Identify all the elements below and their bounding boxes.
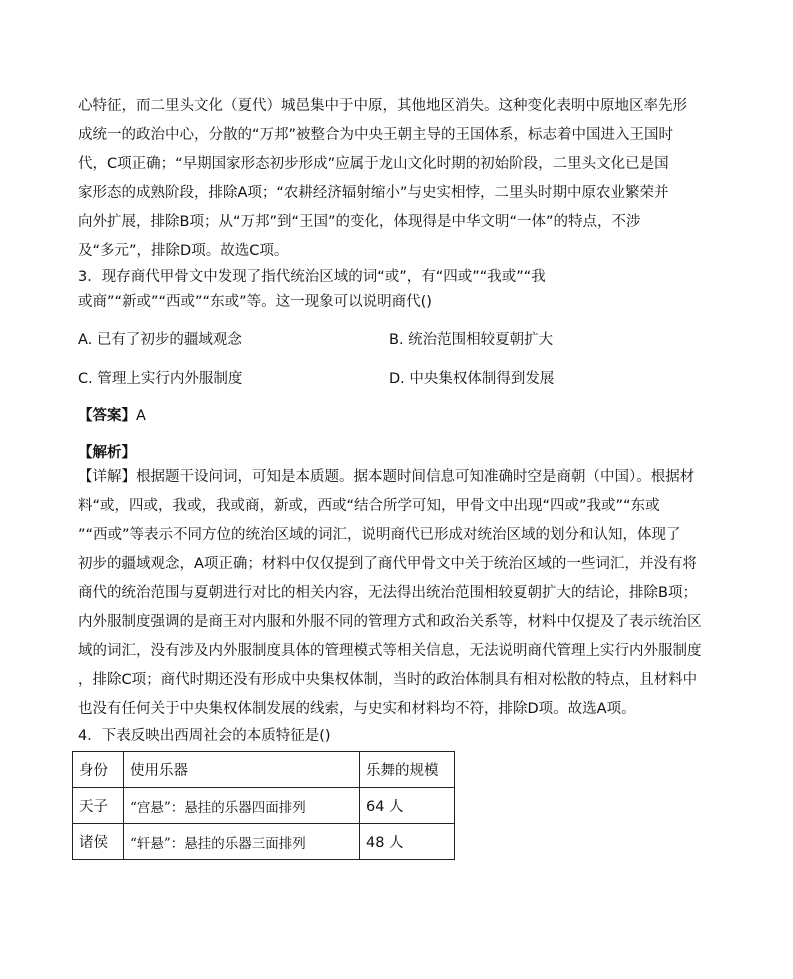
answer-value: A	[136, 408, 146, 424]
analysis-line: 【详解】根据题干设问词，可知是本质题。据本题时间信息可知准确时空是商朝（中国）。根据材	[78, 469, 695, 485]
answer-row	[78, 406, 146, 426]
analysis-line: 域的词汇，没有涉及内外服制度具体的管理模式等相关信息，无法说明商代管理上实行内外服制度	[78, 643, 702, 659]
table-row	[73, 824, 455, 860]
analysis-line: 初步的疆域观念，A项正确；材料中仅仅提到了商代甲骨文中关于统治区域的一些词汇，并没有将	[78, 556, 697, 572]
analysis-line: 商代的统治范围与夏朝进行对比的相关内容，无法得出统治范围相较夏朝扩大的结论，排除B项；	[78, 585, 697, 601]
table-header-row	[73, 752, 455, 788]
text-line: 心特征，而二里头文化（夏代）城邑集中于中原，其他地区消失。这种变化表明中原地区率先形	[78, 98, 687, 114]
question-3-stem-cont: 或商”“新或”“西或”“东或”等。这一现象可以说明商代()	[78, 294, 432, 310]
analysis-line: 也没有任何关于中央集权体制发展的线索，与史实和材料均不符，排除D项。故选A项。	[78, 701, 636, 717]
option-d: D. 中央集权体制得到发展	[389, 371, 555, 387]
music-rank-table	[72, 751, 455, 860]
analysis-line: 料“或，四或，我或，我或商，新或，西或“结合所学可知，甲骨文中出现“四或”我或”“东或	[78, 498, 660, 514]
option-c: C. 管理上实行内外服制度	[78, 371, 243, 387]
table-cell: 天子	[73, 788, 124, 824]
question-4-stem: 4．下表反映出西周社会的本质特征是()	[78, 728, 331, 744]
option-b: B. 统治范围相较夏朝扩大	[389, 332, 554, 348]
text-line: 及“多元”，排除D项。故选C项。	[78, 243, 289, 259]
table-cell: 48 人	[360, 824, 455, 860]
table-cell: 诸侯	[73, 824, 124, 860]
table-cell: “轩悬”：悬挂的乐器三面排列	[124, 824, 360, 860]
table-cell: “宫悬”：悬挂的乐器四面排列	[124, 788, 360, 824]
option-a: A. 已有了初步的疆域观念	[78, 332, 242, 348]
table-header-cell: 乐舞的规模	[360, 752, 455, 788]
answer-label: 【答案】	[78, 408, 136, 424]
text-line: 代，C项正确；“早期国家形态初步形成”应属于龙山文化时期的初始阶段，二里头文化已是国	[78, 156, 669, 172]
table-header-cell: 使用乐器	[124, 752, 360, 788]
text-line: 成统一的政治中心，分散的“万邦”被整合为中央王朝主导的王国体系，标志着中国进入王国时	[78, 127, 674, 143]
analysis-label: 【解析】	[78, 445, 136, 461]
analysis-line: ，排除C项；商代时期还没有形成中央集权体制，当时的政治体制具有相对松散的特点，且材料中	[78, 672, 698, 688]
text-line: 家形态的成熟阶段，排除A项；“农耕经济辐射缩小”与史实相悖，二里头时期中原农业繁荣并	[78, 185, 669, 201]
question-3-stem: 3．现存商代甲骨文中发现了指代统治区域的词“或”，有“四或”“我或”“我	[78, 269, 546, 285]
analysis-line: 内外服制度强调的是商王对内服和外服不同的管理方式和政治关系等，材料中仅提及了表示统治区	[78, 614, 702, 630]
text-line: 向外扩展，排除B项；从“万邦”到“王国”的变化，体现得是中华文明“一体”的特点，不涉	[78, 214, 641, 230]
table-cell: 64 人	[360, 788, 455, 824]
table-header-cell: 身份	[73, 752, 124, 788]
table-row	[73, 788, 455, 824]
analysis-line: ”“西或”等表示不同方位的统治区域的词汇，说明商代已形成对统治区域的划分和认知，体现了	[78, 527, 681, 543]
